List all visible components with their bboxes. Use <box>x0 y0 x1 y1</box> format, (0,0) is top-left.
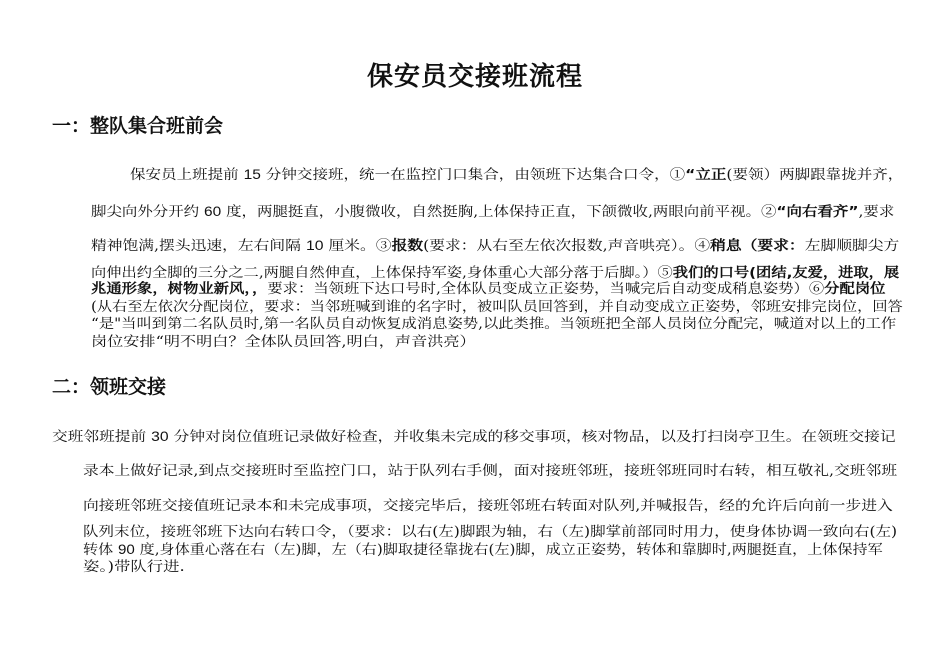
paragraph-line <box>91 203 894 221</box>
paragraph-line <box>91 333 476 351</box>
text-run: 要求：当领班下达口号时,全体队员变成立正姿势，当喊完后自动变成稍息姿势）⑥ <box>267 281 825 297</box>
text-run: 左脚顺脚尖方 <box>804 238 900 254</box>
bold-text: 兆通形象，树物业新风，， <box>91 281 268 297</box>
text-run: 分钟交接班，统一在监控门口集合，由领班下达集合口令，① <box>260 167 686 183</box>
text-run: 录本上做好记录,到点交接班时至监控门口，站于队列右手侧，面对接班邻班，接班邻班同时右转，相互敬礼,交班邻班 <box>83 463 898 479</box>
section-heading-1: 一：整队集合班前会 <box>52 115 224 137</box>
text-run: 转体 <box>83 542 119 558</box>
text-run: (从右至左依次分配岗位，要求：当邻班喊到谁的名字时，被叫队员回答到，并自动变成立正姿势，邻班安排完岗位，回答 <box>91 299 903 315</box>
text-run: 向接班邻班交接值班记录本和未完成事项，交接完毕后，接班邻班右转面对队列,并喊报告，经的允许后向前一步进入 <box>83 498 893 514</box>
bold-text: “向右看齐” <box>776 204 859 220</box>
text-run: 脚尖向外分开约 <box>91 204 205 220</box>
text-run: 岗位安排“明不明白？全体队员回答,明白，声音洪亮） <box>91 334 476 350</box>
paragraph-line <box>91 280 885 298</box>
text-run: 15 <box>243 167 261 182</box>
text-run: 厘米。③ <box>323 238 392 254</box>
text-run: ,要求 <box>858 204 895 220</box>
document-title: 保安员交接班流程 <box>366 62 583 92</box>
paragraph-line <box>91 315 896 333</box>
paragraph-line <box>130 166 903 184</box>
text-run: 60 <box>204 204 222 219</box>
text-run: 度,身体重心落在右（左)脚，左（右)脚取捷径靠拢右(左)脚，成立正姿势，转体和靠脚时,两腿挺直，上体保持军 <box>134 542 883 558</box>
bold-text: 我们的口号(团结,友爱，进取，展 <box>672 265 900 281</box>
paragraph-line <box>91 298 903 316</box>
section-heading-2: 二：领班交接 <box>52 376 167 398</box>
text-run: 姿。)带队行进. <box>83 559 185 575</box>
bold-text: “立正 <box>685 167 727 183</box>
text-run: 向伸出约全脚的三分之二,两腿自然伸直，上体保持军姿,身体重心大部分落于后脚。）⑤ <box>91 265 673 281</box>
text-run: 精神饱满,摆头迅速，左右间隔 <box>91 238 306 254</box>
paragraph-line <box>83 523 897 541</box>
text-run: 交班邻班提前 <box>52 429 152 445</box>
text-run: (要求：从右至左依次报数,声音哄亮）。④ <box>423 238 711 254</box>
bold-text: 稍息（要求： <box>710 238 805 254</box>
text-run: 保安员上班提前 <box>130 167 244 183</box>
text-run: 度，两腿挺直，小腹微收，自然挺胸,上体保持正直，下颌微收,两眼向前平视。② <box>221 204 777 220</box>
paragraph-line <box>52 428 896 446</box>
paragraph-line <box>83 462 897 480</box>
text-run: (要领）两脚跟靠拢并齐， <box>726 167 904 183</box>
text-run: 90 <box>118 542 135 557</box>
text-run: 10 <box>305 238 324 253</box>
paragraph-line <box>83 558 185 576</box>
paragraph-line <box>83 497 893 515</box>
paragraph-line <box>83 541 883 559</box>
text-run: 队列末位，接班邻班下达向右转口令，（要求：以右(左)脚跟为轴，右（左)脚掌前部同时用力，使身体协调一致向右(左) <box>83 524 898 540</box>
text-run: 分钟对岗位值班记录做好检查，并收集未完成的移交事项，核对物品，以及打扫岗亭卫生。在领班交接记 <box>168 429 896 445</box>
bold-text: 报数 <box>391 238 424 254</box>
text-run: “是"当叫到第二名队员时,第一名队员自动恢复成消息姿势,以此类推。当领班把全部人员岗位分配完，喊道对以上的工作 <box>91 316 897 332</box>
bold-text: 分配岗位 <box>824 281 886 297</box>
text-run: 30 <box>151 429 169 444</box>
paragraph-line <box>91 237 899 255</box>
